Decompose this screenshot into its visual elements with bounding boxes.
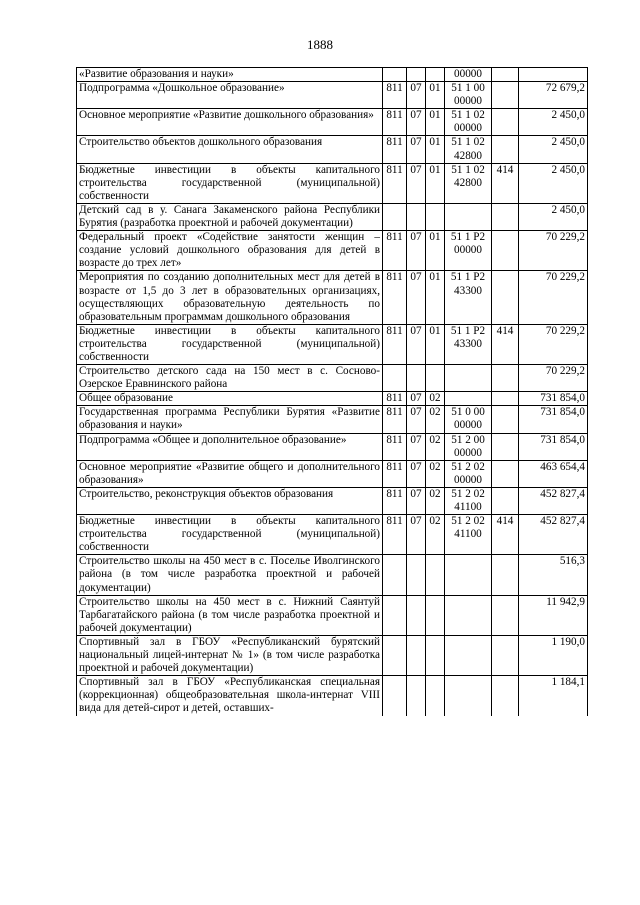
row-name: Государственная программа Республики Бурятия «Развитие образования и науки»: [77, 406, 383, 433]
section-code: [407, 635, 426, 675]
amount: 70 229,2: [519, 271, 588, 324]
ministry-code: 811: [383, 136, 407, 163]
table-row: [77, 136, 588, 163]
expense-type-code: [492, 82, 519, 109]
row-name: Бюджетные инвестиции в объекты капитального строительства государственной (муниципальной) собственности: [77, 163, 383, 203]
ministry-code: [383, 595, 407, 635]
ministry-code: 811: [383, 231, 407, 271]
section-code: 07: [407, 136, 426, 163]
expense-type-code: [492, 203, 519, 230]
row-name: Детский сад в у. Санага Закаменского района Республики Бурятия (разработка проектной и рабочей документации): [77, 203, 383, 230]
target-article-code: [445, 595, 492, 635]
expense-type-code: [492, 635, 519, 675]
section-code: 07: [407, 109, 426, 136]
amount: 463 654,4: [519, 460, 588, 487]
row-name: «Развитие образования и науки»: [77, 68, 383, 82]
ministry-code: 811: [383, 433, 407, 460]
row-name: Спортивный зал в ГБОУ «Республиканская специальная (коррекционная) общеобразовательная школа-интернат VIII вида для детей-сирот и детей, оставших-: [77, 676, 383, 716]
ministry-code: 811: [383, 406, 407, 433]
amount: 70 229,2: [519, 365, 588, 392]
section-code: [407, 555, 426, 595]
budget-table: [76, 67, 588, 716]
amount: 1 190,0: [519, 635, 588, 675]
ministry-code: [383, 203, 407, 230]
table-row: [77, 68, 588, 82]
section-code: 07: [407, 406, 426, 433]
expense-type-code: [492, 433, 519, 460]
target-article-code: 51 2 02 41100: [445, 515, 492, 555]
amount: 731 854,0: [519, 433, 588, 460]
table-row: [77, 82, 588, 109]
subsection-code: 02: [426, 406, 445, 433]
target-article-code: 51 1 P2 00000: [445, 231, 492, 271]
target-article-code: 51 1 P2 43300: [445, 324, 492, 364]
subsection-code: [426, 555, 445, 595]
section-code: 07: [407, 460, 426, 487]
amount: 2 450,0: [519, 136, 588, 163]
target-article-code: 51 1 02 42800: [445, 136, 492, 163]
row-name: Строительство школы на 450 мест в с. Поселье Иволгинского района (в том числе разработка проектной и рабочей документации): [77, 555, 383, 595]
amount: 731 854,0: [519, 406, 588, 433]
expense-type-code: [492, 136, 519, 163]
table-row: [77, 555, 588, 595]
table-row: [77, 676, 588, 716]
subsection-code: 01: [426, 109, 445, 136]
ministry-code: 811: [383, 487, 407, 514]
amount: 11 942,9: [519, 595, 588, 635]
row-name: Спортивный зал в ГБОУ «Республиканский бурятский национальный лицей-интернат № 1» (в том числе разработка проектной и рабочей документации): [77, 635, 383, 675]
row-name: Строительство детского сада на 150 мест в с. Сосново-Озерское Еравнинского района: [77, 365, 383, 392]
target-article-code: 51 1 02 42800: [445, 163, 492, 203]
subsection-code: [426, 203, 445, 230]
target-article-code: [445, 635, 492, 675]
table-row: [77, 595, 588, 635]
expense-type-code: [492, 406, 519, 433]
target-article-code: [445, 365, 492, 392]
row-name: Основное мероприятие «Развитие общего и дополнительного образования»: [77, 460, 383, 487]
ministry-code: [383, 68, 407, 82]
ministry-code: 811: [383, 324, 407, 364]
expense-type-code: [492, 676, 519, 716]
subsection-code: 01: [426, 82, 445, 109]
subsection-code: [426, 635, 445, 675]
section-code: 07: [407, 82, 426, 109]
ministry-code: 811: [383, 82, 407, 109]
table-row: [77, 163, 588, 203]
section-code: 07: [407, 487, 426, 514]
page-number: 1888: [307, 37, 333, 52]
section-code: 07: [407, 433, 426, 460]
row-name: Бюджетные инвестиции в объекты капитального строительства государственной (муниципальной) собственности: [77, 324, 383, 364]
subsection-code: 01: [426, 136, 445, 163]
ministry-code: [383, 676, 407, 716]
amount: 70 229,2: [519, 231, 588, 271]
target-article-code: [445, 676, 492, 716]
amount: 731 854,0: [519, 392, 588, 406]
target-article-code: 51 2 02 00000: [445, 460, 492, 487]
subsection-code: 01: [426, 231, 445, 271]
table-row: [77, 231, 588, 271]
section-code: 07: [407, 392, 426, 406]
ministry-code: [383, 365, 407, 392]
amount: 70 229,2: [519, 324, 588, 364]
row-name: Строительство объектов дошкольного образования: [77, 136, 383, 163]
subsection-code: 01: [426, 271, 445, 324]
amount: 2 450,0: [519, 203, 588, 230]
row-name: Строительство школы на 450 мест в с. Нижний Саянтуй Тарбагатайского района (в том числе разработка проектной и рабочей документации): [77, 595, 383, 635]
amount: [519, 68, 588, 82]
table-row: [77, 460, 588, 487]
expense-type-code: 414: [492, 515, 519, 555]
expense-type-code: [492, 555, 519, 595]
row-name: Федеральный проект «Содействие занятости женщин – создание условий дошкольного образования для детей в возрасте до трех лет»: [77, 231, 383, 271]
expense-type-code: [492, 487, 519, 514]
row-name: Строительство, реконструкция объектов образования: [77, 487, 383, 514]
target-article-code: 51 0 00 00000: [445, 406, 492, 433]
section-code: 07: [407, 271, 426, 324]
subsection-code: 01: [426, 324, 445, 364]
expense-type-code: [492, 109, 519, 136]
amount: 72 679,2: [519, 82, 588, 109]
section-code: [407, 203, 426, 230]
target-article-code: 51 2 00 00000: [445, 433, 492, 460]
target-article-code: 51 1 00 00000: [445, 82, 492, 109]
target-article-code: [445, 555, 492, 595]
expense-type-code: [492, 271, 519, 324]
expense-type-code: [492, 68, 519, 82]
expense-type-code: [492, 392, 519, 406]
table-row: [77, 635, 588, 675]
expense-type-code: 414: [492, 163, 519, 203]
subsection-code: [426, 595, 445, 635]
subsection-code: 02: [426, 487, 445, 514]
subsection-code: 02: [426, 515, 445, 555]
ministry-code: [383, 635, 407, 675]
row-name: Мероприятия по созданию дополнительных мест для детей в возрасте от 1,5 до 3 лет в образовательных организациях, осуществляющих образовательную деятельность по образовательным программам дошкольного образования: [77, 271, 383, 324]
target-article-code: 51 2 02 41100: [445, 487, 492, 514]
section-code: [407, 365, 426, 392]
table-row: [77, 109, 588, 136]
subsection-code: 02: [426, 392, 445, 406]
target-article-code: [445, 392, 492, 406]
ministry-code: 811: [383, 515, 407, 555]
ministry-code: 811: [383, 271, 407, 324]
ministry-code: 811: [383, 460, 407, 487]
target-article-code: 51 1 P2 43300: [445, 271, 492, 324]
table-row: [77, 324, 588, 364]
table-row: [77, 203, 588, 230]
expense-type-code: [492, 231, 519, 271]
subsection-code: 01: [426, 163, 445, 203]
table-row: [77, 271, 588, 324]
section-code: [407, 676, 426, 716]
expense-type-code: [492, 460, 519, 487]
section-code: 07: [407, 231, 426, 271]
section-code: [407, 595, 426, 635]
section-code: 07: [407, 515, 426, 555]
subsection-code: 02: [426, 460, 445, 487]
amount: 2 450,0: [519, 109, 588, 136]
expense-type-code: 414: [492, 324, 519, 364]
target-article-code: 00000: [445, 68, 492, 82]
expense-type-code: [492, 595, 519, 635]
table-row: [77, 392, 588, 406]
subsection-code: [426, 676, 445, 716]
ministry-code: [383, 555, 407, 595]
ministry-code: 811: [383, 109, 407, 136]
amount: 516,3: [519, 555, 588, 595]
table-row: [77, 406, 588, 433]
amount: 452 827,4: [519, 515, 588, 555]
amount: 1 184,1: [519, 676, 588, 716]
ministry-code: 811: [383, 392, 407, 406]
row-name: Основное мероприятие «Развитие дошкольного образования»: [77, 109, 383, 136]
target-article-code: 51 1 02 00000: [445, 109, 492, 136]
target-article-code: [445, 203, 492, 230]
subsection-code: [426, 68, 445, 82]
row-name: Подпрограмма «Общее и дополнительное образование»: [77, 433, 383, 460]
expense-type-code: [492, 365, 519, 392]
section-code: 07: [407, 163, 426, 203]
amount: 2 450,0: [519, 163, 588, 203]
table-row: [77, 365, 588, 392]
subsection-code: [426, 365, 445, 392]
subsection-code: 02: [426, 433, 445, 460]
row-name: Бюджетные инвестиции в объекты капитального строительства государственной (муниципальной) собственности: [77, 515, 383, 555]
amount: 452 827,4: [519, 487, 588, 514]
section-code: 07: [407, 324, 426, 364]
table-row: [77, 433, 588, 460]
row-name: Общее образование: [77, 392, 383, 406]
section-code: [407, 68, 426, 82]
table-row: [77, 515, 588, 555]
row-name: Подпрограмма «Дошкольное образование»: [77, 82, 383, 109]
ministry-code: 811: [383, 163, 407, 203]
table-row: [77, 487, 588, 514]
